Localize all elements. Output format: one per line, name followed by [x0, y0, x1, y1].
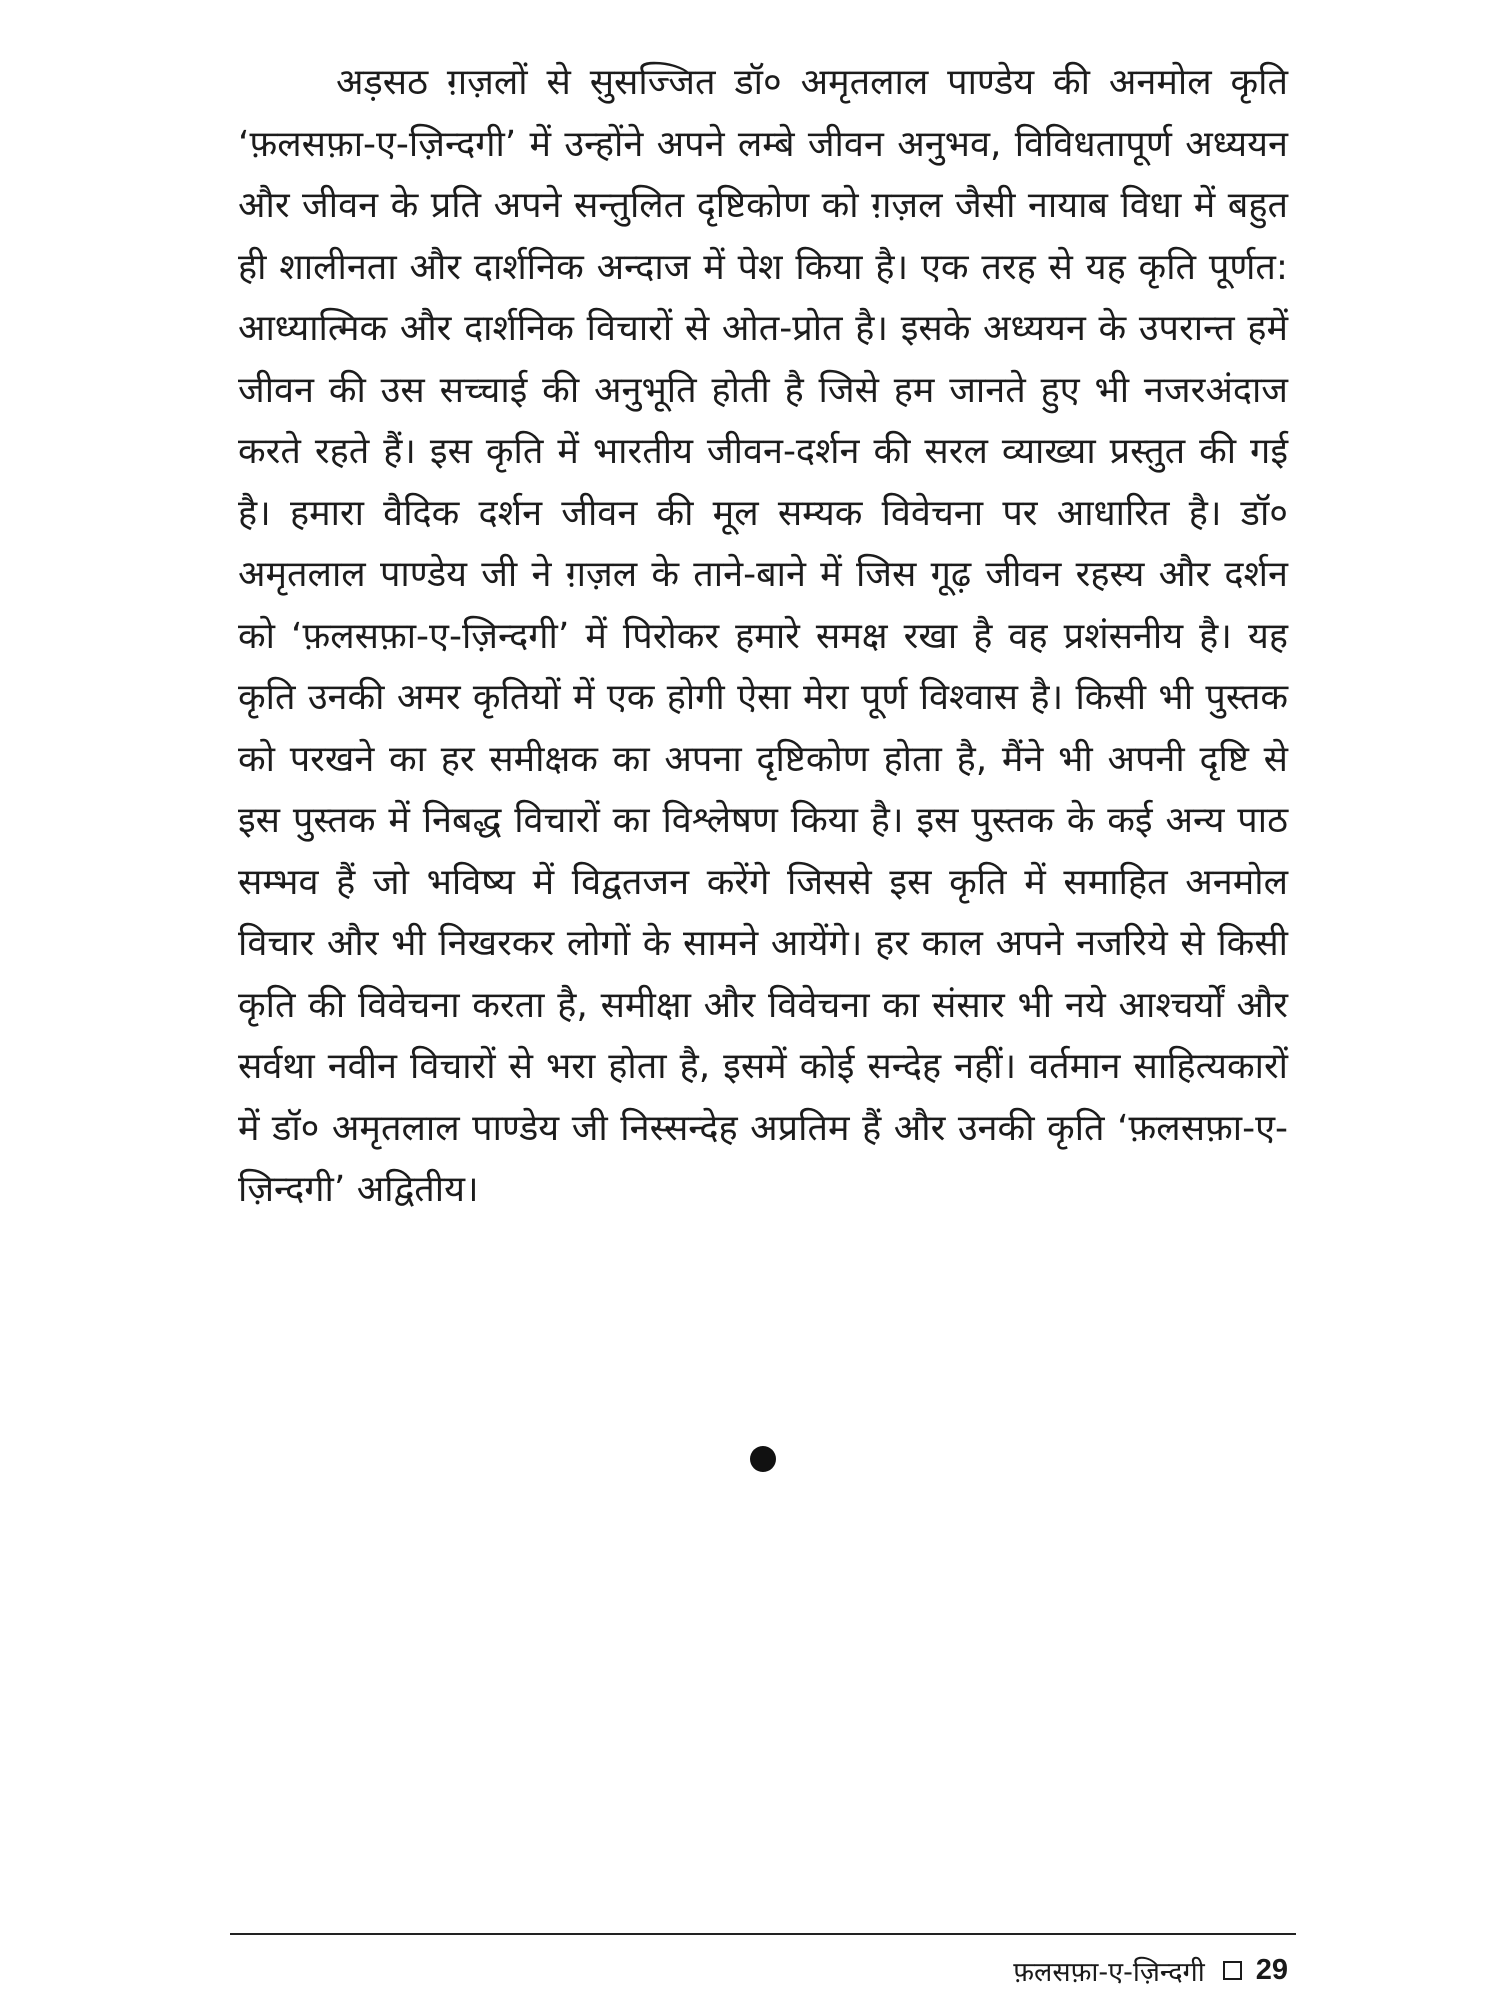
footer-rule [230, 1933, 1296, 1935]
page-footer [1013, 1952, 1288, 1989]
square-box-icon [1223, 1961, 1242, 1980]
body-paragraph: अड़सठ ग़ज़लों से सुसज्जित डॉ० अमृतलाल पाण्डेय की अनमोल कृति ‘फ़लसफ़ा-ए-ज़िन्दगी’ में उन्होंने अपने लम्बे जीवन अनुभव, विविधतापूर्ण अध्ययन और जीवन के प्रति अपने सन्तुलित दृष्टिकोण को ग़ज़ल जैसी नायाब विधा में बहुत ही शालीनता और दार्शनिक अन्दाज में पेश किया है। एक तरह से यह कृति पूर्णत: आध्यात्मिक और दार्शनिक विचारों से ओत-प्रोत है। इसके अध्ययन के उपरान्त हमें जीवन की उस सच्चाई की अनुभूति होती है जिसे हम जानते हुए भी नजरअंदाज करते रहते हैं। इस कृति में भारतीय जीवन-दर्शन की सरल व्याख्या प्रस्तुत की गई है। हमारा वैदिक दर्शन जीवन की मूल सम्यक विवेचना पर आधारित है। डॉ० अमृतलाल पाण्डेय जी ने ग़ज़ल के ताने-बाने में जिस गूढ़ जीवन रहस्य और दर्शन को ‘फ़लसफ़ा-ए-ज़िन्दगी’ में पिरोकर हमारे समक्ष रखा है वह प्रशंसनीय है। यह कृति उनकी अमर कृतियों में एक होगी ऐसा मेरा पूर्ण विश्वास है। किसी भी पुस्तक को परखने का हर समीक्षक का अपना दृष्टिकोण होता है, मैंने भी अपनी दृष्टि से इस पुस्तक में निबद्ध विचारों का विश्लेषण किया है। इस पुस्तक के कई अन्य पाठ सम्भव हैं जो भविष्य में विद्वतजन करेंगे जिससे इस कृति में समाहित अनमोल विचार और भी निखरकर लोगों के सामने आयेंगे। हर काल अपने नजरिये से किसी कृति की विवेचना करता है, समीक्षा और विवेचना का संसार भी नये आश्चर्यों और सर्वथा नवीन विचारों से भरा होता है, इसमें कोई सन्देह नहीं। वर्तमान साहित्यकारों में डॉ० अमृतलाल पाण्डेय जी निस्सन्देह अप्रतिम हैं और उनकी कृति ‘फ़लसफ़ा-ए-ज़िन्दगी’ अद्वितीय। [238, 62, 1288, 1210]
bullet-dot-icon [750, 1446, 776, 1472]
page-number: 29 [1255, 1954, 1288, 1986]
footer-book-title: फ़लसफ़ा-ए-ज़िन्दगी [1013, 1957, 1205, 1988]
